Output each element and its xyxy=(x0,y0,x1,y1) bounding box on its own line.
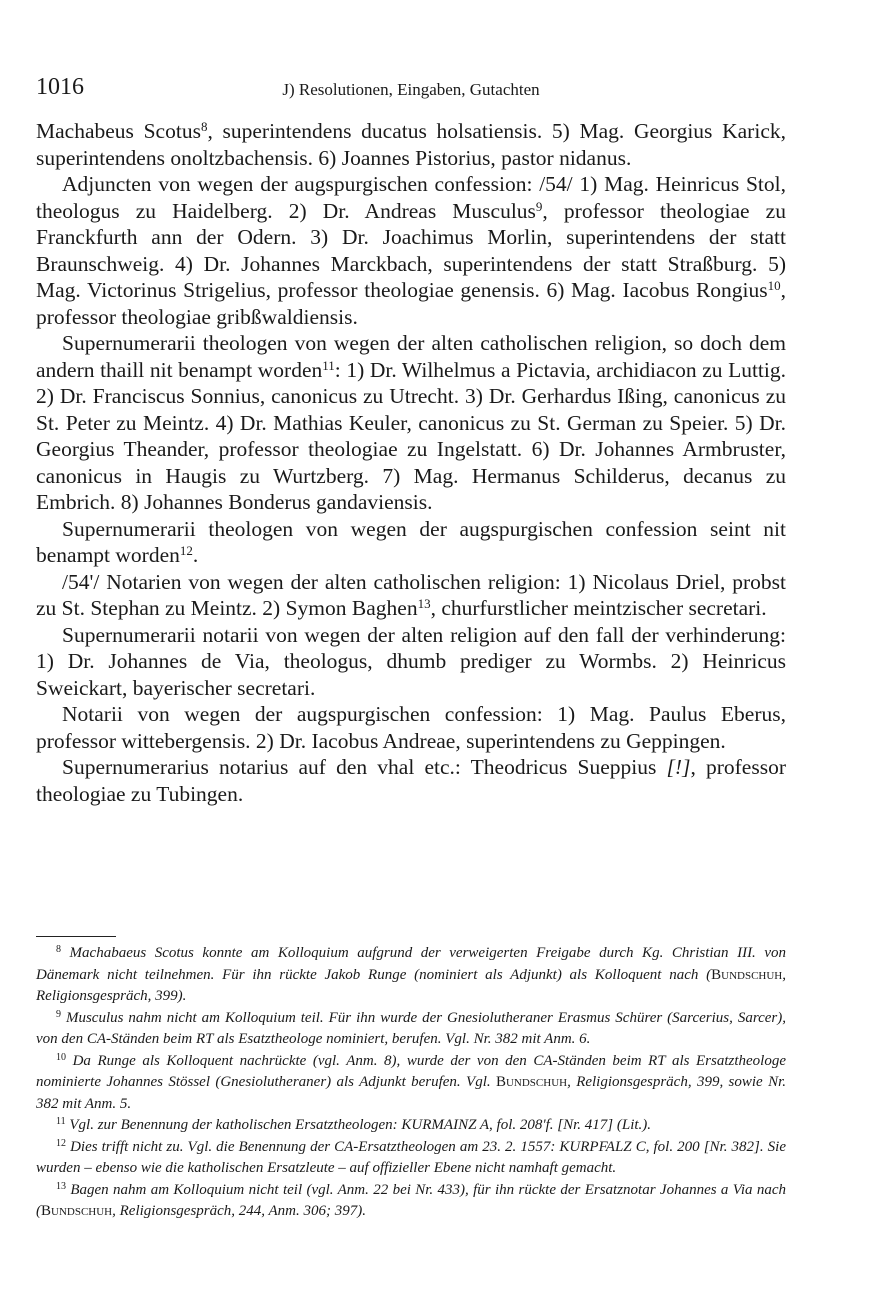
footnote-ref-12[interactable]: 12 xyxy=(179,543,193,558)
footnote-13: $^{13}$ Bagen nahm am Kolloquium nicht teil (vgl. Anm. 22 bei Nr. 433), für ihn rückte der Ersatznotar Johannes a Via nach (Bundschuh, Religionsgespräch, 244, Anm. 306; 397). xyxy=(36,1180,787,1219)
paragraph-6: Supernumerarii notarii von wegen der alten religion auf den fall der verhinderung: 1) Dr. Johannes de Via, theologus, dhumb prediger zu Wormbs. 2) Heinricus Sweickart, bayerischer secretari. xyxy=(36,622,786,700)
footnote-ref-9[interactable]: 9 xyxy=(535,198,543,214)
paragraph-1: Machabeus Scotus$^8$, superintendens ducatus holsatiensis. 5) Mag. Georgius Karick, superintendens onoltzbachensis. 6) Joannes Pistorius, pastor nidanus. xyxy=(36,119,786,170)
paragraph-3: Supernumerarii theologen von wegen der alten catholischen religion, so doch dem andern thaill nit benampt worden$^{11}$: 1) Dr. Wilhelmus a Pictavia, archidiacon zu Luttig. 2) Dr. Franciscus Sonnius, canonicus zu Utrecht. 3) Dr. Gerhardus Ißing, canonicus zu St. Peter zu Meintz. 4) Dr. Mathias Keuler, canonicus zu St. German zu Speier. 5) Dr. Georgius Theander, professor theologiae zu Ingelstatt. 6) Dr. Johannes Armbruster, canonicus in Haugis zu Wurtzberg. 7) Mag. Hermanus Schilderus, decanus zu Embrich. 8) Johannes Bonderus gandaviensis. xyxy=(36,331,787,514)
footnote-ref-11[interactable]: 11 xyxy=(322,357,335,373)
footnote-9: $^9$ Musculus nahm nicht am Kolloquium teil. Für ihn wurde der Gnesiolutheraner Erasmus Schürer (Sarcerius, Sarcer), von den CA-Ständen beim RT als Esatztheologe nominiert, berufen. Vgl. Nr. 382 mit Anm. 6. xyxy=(36,1008,787,1047)
paragraph-7: Notarii von wegen der augspurgischen confession: 1) Mag. Paulus Eberus, professor wittebergensis. 2) Dr. Iacobus Andreae, superintendens zu Geppingen. xyxy=(36,702,786,753)
footnote-ref-8[interactable]: 8 xyxy=(200,119,208,134)
footnote-11: $^{11}$ Vgl. zur Benennung der katholischen Ersatztheologen: KURMAINZ A, fol. 208'f. [Nr. 417] (Lit.). xyxy=(56,1116,652,1133)
sic-mark: [!] xyxy=(666,755,691,779)
paragraph-8: Supernumerarius notarius auf den vhal etc.: Theodricus Sueppius [!], professor theologiae zu Tubingen. xyxy=(36,755,786,806)
main-text xyxy=(36,118,786,807)
paragraph-4: Supernumerarii theologen von wegen der augspurgischen confession seint nit benampt worden$^{12}$. xyxy=(36,516,786,567)
footnote-10: $^{10}$ Da Runge als Kolloquent nachrückte (vgl. Anm. 8), wurde der von den CA-Ständen beim RT als Ersatztheologe nominierte Johannes Stössel (Gnesiolutheraner) als Adjunkt berufen. Vgl. Bundschuh, Religionsgespräch, 399, sowie Nr. 382 mit Anm. 5. xyxy=(36,1051,787,1112)
paragraph-2: Adjuncten von wegen der augspurgischen confession: /54/ 1) Mag. Heinricus Stol, theologus zu Haidelberg. 2) Dr. Andreas Musculus$^9$, professor theologiae zu Franckfurth ann der Odern. 3) Dr. Joachimus Morlin, superintendens der statt Braunschweig. 4) Dr. Johannes Marckbach, superintendens der statt Straßburg. 5) Mag. Victorinus Strigelius, professor theologiae genensis. 6) Mag. Iacobus Rongius$^{10}$, professor theologiae gribßwaldiensis. xyxy=(36,172,786,329)
running-title: J) Resolutionen, Eingaben, Gutachten xyxy=(282,80,540,99)
footnotes xyxy=(36,936,786,1223)
document-page xyxy=(36,66,786,807)
footnote-12: $^{12}$ Dies trifft nicht zu. Vgl. die Benennung der CA-Ersatztheologen am 23. 2. 1557: KURPFALZ C, fol. 200 [Nr. 382]. Sie wurden – ebenso wie die katholischen Ersatzleute – auf offizieller Ebene nicht namhaft gemacht. xyxy=(36,1137,787,1176)
footnote-8: $^8$ Machabaeus Scotus konnte am Kolloquium aufgrund der verweigerten Freigabe durch Kg. Christian III. von Dänemark nicht teilnehmen. Für ihn rückte Jakob Runge (nominiert als Adjunkt) als Kolloquent nach (Bundschuh, Religionsgespräch, 399). xyxy=(36,944,787,1004)
footnote-divider xyxy=(36,936,116,937)
footnote-ref-13[interactable]: 13 xyxy=(417,596,431,611)
footnote-ref-10[interactable]: 10 xyxy=(767,278,781,293)
paragraph-5: /54'/ Notarien von wegen der alten catholischen religion: 1) Nicolaus Driel, probst zu St. Stephan zu Meintz. 2) Symon Baghen$^{13}$, churfurstlicher meintzischer secretari. xyxy=(36,569,786,620)
page-number: 1016 xyxy=(36,74,84,100)
page-header xyxy=(36,66,786,102)
